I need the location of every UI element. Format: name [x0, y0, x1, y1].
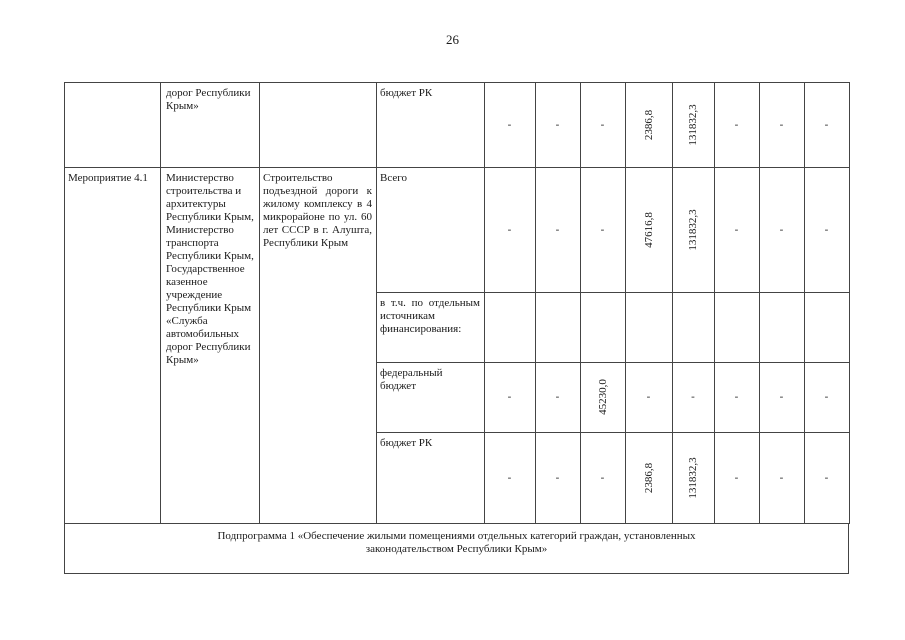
- funding-table: [64, 82, 849, 574]
- empty-value-dash: -: [555, 223, 560, 235]
- value-cell: [625, 292, 673, 363]
- empty-value-dash: -: [734, 118, 739, 130]
- funding-value: 2386,8: [642, 462, 655, 493]
- empty-value-dash: -: [507, 223, 512, 235]
- description-text: Строительство подъездной дороги к жилому комплексу в 4 микрорайоне по ул. 60 лет СССР в г. Алушта, Республики Крым: [263, 172, 372, 249]
- measure-name-cell: [64, 82, 161, 168]
- source-label-breakdown: в т.ч. по отдельным источникам финансирования:: [380, 297, 480, 335]
- empty-value-dash: -: [507, 390, 512, 403]
- source-label-regional: бюджет РК: [380, 437, 433, 449]
- value-cell: [535, 292, 581, 363]
- value-cell: [714, 292, 760, 363]
- empty-value-dash: -: [779, 471, 784, 483]
- value-cell: [759, 292, 805, 363]
- empty-value-dash: -: [734, 390, 739, 403]
- subprogram-title-line-1: Подпрограмма 1 «Обеспечение жилыми помещениями отдельных категорий граждан, установленных: [217, 530, 696, 542]
- source-cell: [376, 167, 485, 293]
- empty-value-dash: -: [779, 390, 784, 403]
- funding-value: 45230,0: [596, 379, 609, 415]
- empty-value-dash: -: [824, 223, 829, 235]
- source-label-total: Всего: [380, 172, 407, 184]
- funding-value: 131832,3: [687, 456, 699, 499]
- value-cell: [580, 292, 626, 363]
- measure-name: Мероприятие 4.1: [68, 172, 148, 184]
- subprogram-title-line-2: законодательством Республики Крым»: [365, 543, 548, 555]
- page-number: 26: [446, 32, 459, 47]
- empty-value-dash: -: [600, 223, 605, 235]
- funding-value: 47616,8: [642, 211, 655, 248]
- empty-value-dash: -: [600, 118, 605, 130]
- empty-value-dash: -: [779, 223, 784, 235]
- prev-row-source-label: бюджет РК: [380, 87, 433, 99]
- empty-value-dash: -: [824, 471, 829, 483]
- funding-value: 131832,3: [687, 208, 699, 251]
- empty-value-dash: -: [600, 471, 605, 483]
- empty-value-dash: -: [734, 223, 739, 235]
- organization-text: Министерство строительства и архитектуры Республики Крым, Министерство транспорта Республики Крым, Государственное казенное учреждение Республики Крым «Служба автомобильных дорог Республики Крым»: [166, 172, 254, 366]
- empty-value-dash: -: [691, 390, 695, 403]
- empty-value-dash: -: [824, 118, 829, 130]
- value-cell: [804, 292, 850, 363]
- empty-value-dash: -: [555, 118, 560, 130]
- description-cell: [259, 82, 377, 168]
- empty-value-dash: -: [779, 118, 784, 130]
- empty-value-dash: -: [824, 390, 829, 403]
- empty-value-dash: -: [646, 390, 651, 403]
- value-cell: [484, 292, 536, 363]
- empty-value-dash: -: [507, 118, 512, 130]
- empty-value-dash: -: [555, 390, 560, 403]
- empty-value-dash: -: [507, 471, 512, 483]
- funding-value: 2386,8: [642, 109, 655, 140]
- funding-value: 131832,3: [687, 103, 699, 146]
- organization-tail-text: дорог Республики Крым»: [166, 87, 251, 112]
- empty-value-dash: -: [734, 471, 739, 483]
- measure-name-cell: [64, 167, 161, 524]
- source-label-federal: федеральный бюджет: [380, 367, 443, 392]
- empty-value-dash: -: [555, 471, 560, 483]
- value-cell: [672, 292, 715, 363]
